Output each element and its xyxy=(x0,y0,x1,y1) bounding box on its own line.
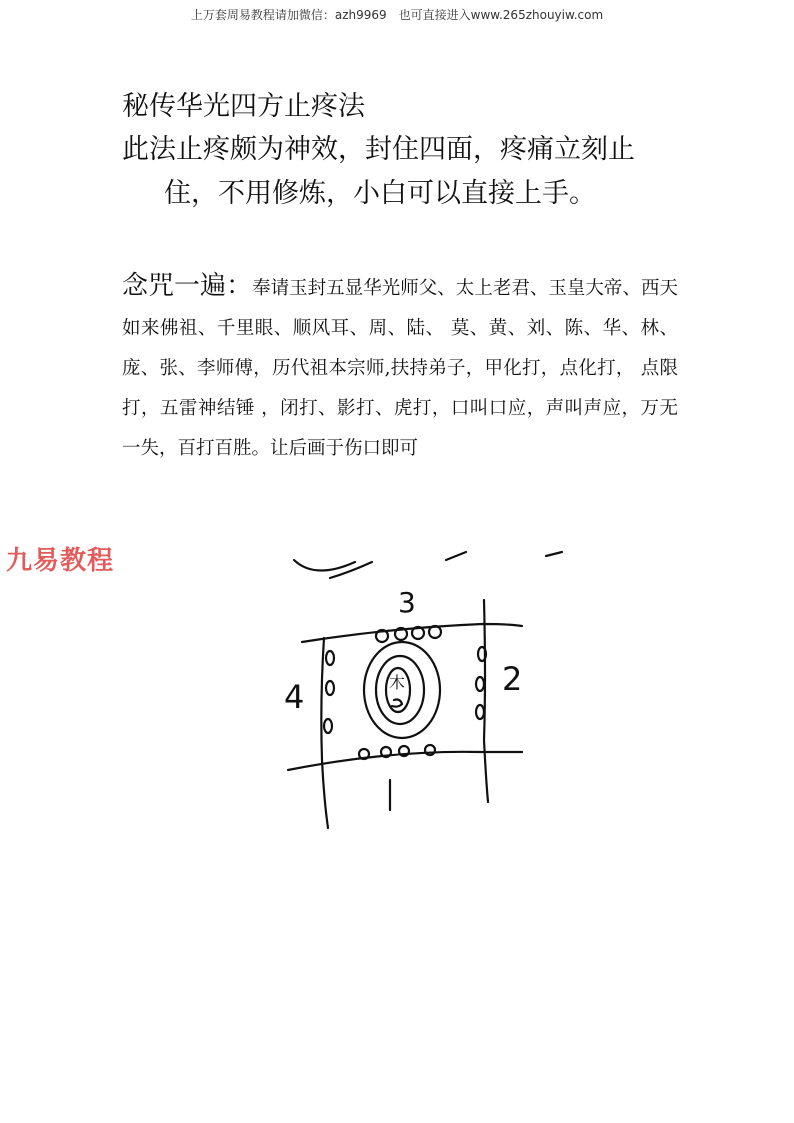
chant-label: 念咒一遍： xyxy=(122,271,253,301)
intro-paragraph xyxy=(122,128,682,216)
chant-text: 奉请玉封五显华光师父、太上老君、玉皇大帝、西天如来佛祖、千里眼、顺风耳、周、陆、 莫、黄、刘、陈、华、林、庞、张、李师傅，历代祖本宗师,扶持弟子，甲化打，点化打， 点限打，五雷神结锤 ，闭打、影打、虎打，口叫口应，声叫声应，万无一失，百打百胜。让后画于伤口即可 xyxy=(122,278,678,459)
talisman-cloud-stroke xyxy=(294,560,355,571)
talisman-loop xyxy=(326,651,334,665)
talisman-drawing xyxy=(270,540,590,840)
talisman-loop xyxy=(476,705,484,719)
talisman-number-right: 2 xyxy=(502,660,523,698)
talisman-loop xyxy=(326,681,334,695)
intro-line-2: 住，不用修炼，小白可以直接上手。 xyxy=(164,178,596,209)
talisman-loop xyxy=(476,677,484,691)
watermark-logo: 九易教程 xyxy=(6,546,115,576)
talisman-cloud-stroke xyxy=(446,552,466,560)
intro-line-1: 此法止疼颇为神效，封住四面，疼痛立刻止 xyxy=(122,134,635,165)
talisman-number-top: 3 xyxy=(398,586,416,619)
talisman-loop xyxy=(324,719,332,733)
header-note: 上万套周易教程请加微信：azh9969 也可直接进入www.265zhouyiw.com xyxy=(190,8,604,22)
talisman-center-mark xyxy=(392,700,402,707)
talisman-right-line xyxy=(484,600,488,802)
chant-paragraph xyxy=(122,266,678,469)
talisman-center-char: 木 xyxy=(389,673,406,692)
talisman-number-left: 4 xyxy=(284,678,305,716)
talisman-cloud-stroke xyxy=(546,552,562,556)
document-title: 秘传华光四方止疼法 xyxy=(122,91,365,122)
